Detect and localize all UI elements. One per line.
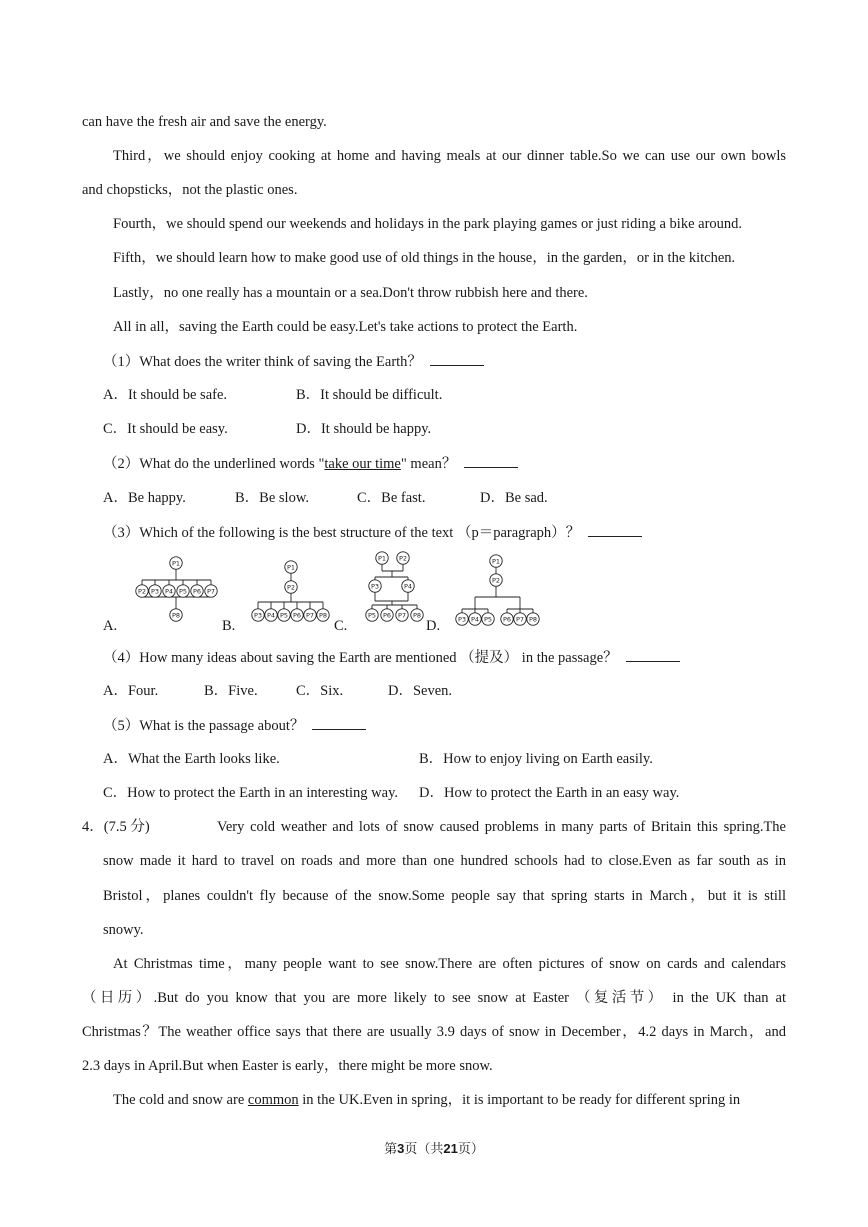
structure-diagram-d xyxy=(455,551,543,632)
diagram-node xyxy=(456,613,468,625)
svg-text:P3: P3 xyxy=(457,615,467,624)
passage-line: Fifth，we should learn how to make good use of old things in the house，in the garden，or in the kitchen. xyxy=(113,250,736,266)
structure-diagram-b xyxy=(250,556,335,631)
q5-option-d[interactable]: D．How to protect the Earth in an easy way. xyxy=(419,785,680,801)
passage-line: and chopsticks，not the plastic ones. xyxy=(82,182,298,198)
question-2-stem: （2）What do the underlined words "take our time" mean？ xyxy=(103,453,518,474)
q2-option-c[interactable]: C．Be fast. xyxy=(357,490,426,506)
passage-line: Fourth，we should spend our weekends and holidays in the park playing games or just riding a bike around. xyxy=(113,216,743,232)
diagram-node xyxy=(490,574,502,586)
svg-text:P7: P7 xyxy=(515,615,525,624)
passage-line: can have the fresh air and save the energy. xyxy=(82,114,327,130)
svg-text:P1: P1 xyxy=(491,557,501,566)
passage-line: Lastly，no one really has a mountain or a sea.Don't throw rubbish here and there. xyxy=(113,285,588,301)
q1-option-b[interactable]: B．It should be difficult. xyxy=(296,387,443,403)
diagram-node xyxy=(304,609,316,621)
structure-diagram-a xyxy=(132,556,222,631)
q5-option-a[interactable]: A．What the Earth looks like. xyxy=(103,751,280,767)
q5-option-c[interactable]: C．How to protect the Earth in an interesting way. xyxy=(103,785,399,801)
svg-text:P5: P5 xyxy=(367,611,377,620)
svg-text:P2: P2 xyxy=(137,587,147,596)
passage-line: At Christmas time，many people want to see snow.There are often pictures of snow on cards and calendars xyxy=(113,956,786,972)
diagram-node xyxy=(527,613,539,625)
question-4-stem: （4）How many ideas about saving the Earth are mentioned （提及） in the passage？ xyxy=(103,647,680,668)
q2-option-d[interactable]: D．Be sad. xyxy=(480,490,548,506)
diagram-node xyxy=(149,585,161,597)
diagram-node xyxy=(469,613,481,625)
diagram-node xyxy=(163,585,175,597)
q1-option-c[interactable]: C．It should be easy. xyxy=(103,421,228,437)
svg-text:P8: P8 xyxy=(528,615,538,624)
svg-text:P7: P7 xyxy=(305,611,315,620)
q2-option-b[interactable]: B．Be slow. xyxy=(235,490,309,506)
answer-blank[interactable] xyxy=(312,715,366,730)
diagram-node xyxy=(402,580,414,592)
passage-line: 2.3 days in April.But when Easter is early，there might be more snow. xyxy=(82,1058,493,1074)
answer-blank[interactable] xyxy=(464,453,518,468)
passage-line: （日历）.But do you know that you are more likely to see snow at Easter （复活节） in the UK than at xyxy=(82,990,786,1006)
passage-line: Christmas？The weather office says that there are usually 3.9 days of snow in December，4.2 days in March，and xyxy=(82,1024,786,1040)
answer-blank[interactable] xyxy=(430,351,484,366)
passage-line: Bristol，planes couldn't fly because of the snow.Some people say that spring starts in March，but it is still xyxy=(103,888,786,904)
q3-option-a[interactable]: A. xyxy=(103,618,118,634)
svg-text:P8: P8 xyxy=(412,611,422,620)
passage-line: snowy. xyxy=(103,922,144,938)
passage-line: The cold and snow are common in the UK.Even in spring，it is important to be ready for different spring in xyxy=(113,1092,741,1108)
svg-text:P3: P3 xyxy=(253,611,263,620)
diagram-node xyxy=(170,609,182,621)
answer-blank[interactable] xyxy=(626,647,680,662)
diagram-node xyxy=(205,585,217,597)
q1-option-a[interactable]: A．It should be safe. xyxy=(103,387,228,403)
question-5-stem: （5）What is the passage about？ xyxy=(103,715,366,736)
diagram-node xyxy=(252,609,264,621)
diagram-node xyxy=(369,580,381,592)
svg-text:P1: P1 xyxy=(171,559,181,568)
passage-line: Third，we should enjoy cooking at home and having meals at our dinner table.So we can use our own bowls xyxy=(113,148,786,164)
diagram-node xyxy=(177,585,189,597)
diagram-node xyxy=(411,609,423,621)
svg-text:P6: P6 xyxy=(382,611,392,620)
diagram-node xyxy=(482,613,494,625)
total-pages: 21 xyxy=(443,1141,458,1156)
svg-text:P8: P8 xyxy=(318,611,328,620)
diagram-node xyxy=(317,609,329,621)
svg-text:P5: P5 xyxy=(279,611,289,620)
question-number: 4．(7.5 分) xyxy=(82,819,150,835)
underlined-phrase: take our time xyxy=(324,456,401,472)
diagram-node xyxy=(366,609,378,621)
svg-text:P3: P3 xyxy=(370,582,380,591)
q4-option-c[interactable]: C．Six. xyxy=(296,683,344,699)
svg-text:P8: P8 xyxy=(171,611,181,620)
svg-text:P3: P3 xyxy=(150,587,160,596)
svg-text:P4: P4 xyxy=(470,615,480,624)
question-1-stem: （1）What does the writer think of saving the Earth？ xyxy=(103,351,484,372)
diagram-node xyxy=(170,557,182,569)
underlined-word: common xyxy=(247,1092,299,1108)
diagram-node xyxy=(501,613,513,625)
svg-text:P6: P6 xyxy=(192,587,202,596)
svg-text:P2: P2 xyxy=(491,576,501,585)
diagram-node xyxy=(285,561,297,573)
svg-text:P6: P6 xyxy=(502,615,512,624)
svg-text:P4: P4 xyxy=(164,587,174,596)
diagram-node xyxy=(376,552,388,564)
structure-diagram-c xyxy=(362,549,426,630)
q3-option-d[interactable]: D. xyxy=(426,618,441,634)
diagram-node xyxy=(136,585,148,597)
diagram-node xyxy=(514,613,526,625)
diagram-node xyxy=(397,552,409,564)
svg-text:P7: P7 xyxy=(397,611,407,620)
page-footer: 第3页（共21页） xyxy=(384,1141,484,1156)
diagram-node xyxy=(278,609,290,621)
svg-text:P5: P5 xyxy=(178,587,188,596)
q5-option-b[interactable]: B．How to enjoy living on Earth easily. xyxy=(419,751,653,767)
svg-text:P1: P1 xyxy=(377,554,387,563)
diagram-node xyxy=(381,609,393,621)
svg-text:P2: P2 xyxy=(286,583,296,592)
q4-option-d[interactable]: D．Seven. xyxy=(388,683,453,699)
svg-text:P2: P2 xyxy=(398,554,408,563)
question-3-stem: （3）Which of the following is the best structure of the text （p＝paragraph）？ xyxy=(103,522,642,543)
q2-option-a[interactable]: A．Be happy. xyxy=(103,490,186,506)
diagram-node xyxy=(396,609,408,621)
diagram-node xyxy=(291,609,303,621)
q3-option-b[interactable]: B. xyxy=(222,618,236,634)
diagram-node xyxy=(265,609,277,621)
answer-blank[interactable] xyxy=(588,522,642,537)
svg-text:P4: P4 xyxy=(403,582,413,591)
diagram-node xyxy=(490,555,502,567)
q1-option-d[interactable]: D．It should be happy. xyxy=(296,421,432,437)
passage-line: Very cold weather and lots of snow caused problems in many parts of Britain this spring.The xyxy=(217,819,786,835)
passage-line: All in all，saving the Earth could be easy.Let's take actions to protect the Earth. xyxy=(113,319,578,335)
svg-text:P4: P4 xyxy=(266,611,276,620)
current-page: 3 xyxy=(397,1141,405,1156)
passage-line: snow made it hard to travel on roads and more than one hundred schools had to close.Even as far south as in xyxy=(103,853,786,869)
q3-option-c[interactable]: C. xyxy=(334,618,348,634)
svg-text:P5: P5 xyxy=(483,615,493,624)
svg-text:P7: P7 xyxy=(206,587,216,596)
q4-option-a[interactable]: A．Four. xyxy=(103,683,159,699)
svg-text:P1: P1 xyxy=(286,563,296,572)
svg-text:P6: P6 xyxy=(292,611,302,620)
diagram-node xyxy=(285,581,297,593)
q4-option-b[interactable]: B．Five. xyxy=(204,683,258,699)
diagram-node xyxy=(191,585,203,597)
